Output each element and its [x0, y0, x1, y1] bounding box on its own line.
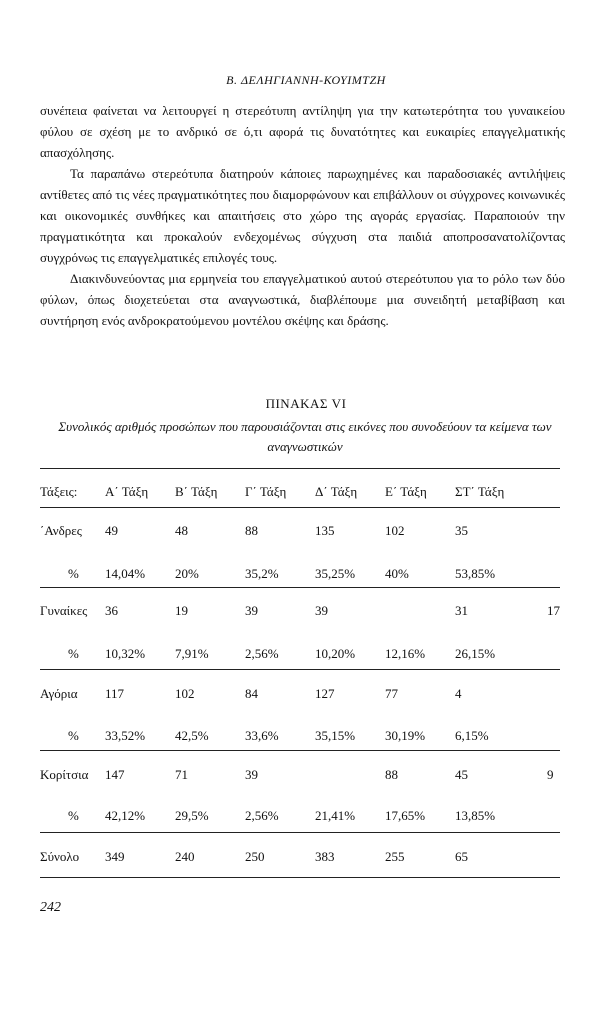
table-row [0, 728, 612, 748]
table-rule [40, 750, 560, 751]
table-cell: 20% [175, 566, 199, 581]
table-cell: 21,41% [315, 808, 356, 823]
table-cell: 39 [315, 603, 328, 618]
table-cell: 71 [175, 767, 188, 782]
table-cell: 42,12% [105, 808, 146, 823]
table-cell: 33,6% [245, 728, 279, 743]
table-cell: 9 [547, 767, 554, 782]
table-cell: 2,56% [245, 808, 279, 823]
table-cell: 7,91% [175, 646, 209, 661]
table-cell: 147 [105, 767, 125, 782]
table-cell: 65 [455, 849, 468, 864]
table-cell: 35 [455, 523, 468, 538]
table-cell: 35,2% [245, 566, 279, 581]
table-cell: 10,20% [315, 646, 356, 661]
table-cell: 14,04% [105, 566, 146, 581]
table-rule [40, 669, 560, 670]
table-row [0, 849, 612, 869]
table-cell: 12,16% [385, 646, 426, 661]
row-label: % [68, 646, 79, 661]
table-cell: 30,19% [385, 728, 426, 743]
table-cell: 135 [315, 523, 335, 538]
table-cell: 127 [315, 686, 335, 701]
table-rule [40, 832, 560, 833]
table-row [0, 603, 612, 623]
table-cell: Β΄ Τάξη [175, 484, 218, 499]
table-cell: 6,15% [455, 728, 489, 743]
row-label: Τάξεις: [40, 484, 78, 499]
table-rule [40, 877, 560, 878]
table-cell: 383 [315, 849, 335, 864]
table-cell: 33,52% [105, 728, 146, 743]
row-label: ΄Ανδρες [40, 523, 82, 538]
table-cell: 17,65% [385, 808, 426, 823]
table-cell: 39 [245, 767, 258, 782]
table-row [0, 646, 612, 666]
table-cell: ΣΤ΄ Τάξη [455, 484, 505, 499]
row-label: Αγόρια [40, 686, 78, 701]
paragraph: Διακινδυνεύοντας μια ερμηνεία του επαγγελματικού αυτού στερεότυπου για το ρόλο των δύο φύλων, όπως διοχετεύεται στα αναγνωστικά, διαβλέπουμε μια συνειδητή μεταβίβαση και συντήρηση ενός ανδροκρατούμενου μοντέλου σκέψης και δράσης. [40, 271, 565, 328]
table-cell: 255 [385, 849, 405, 864]
running-head: B. ΔΕΛΗΓΙΑΝΝΗ-ΚΟΥΙΜΤΖΗ [226, 73, 386, 87]
table-rule [40, 507, 560, 508]
table-row [0, 686, 612, 706]
table-cell: 39 [245, 603, 258, 618]
table-cell: 4 [455, 686, 462, 701]
table-title: ΠΙΝΑΚΑΣ VI [265, 396, 347, 411]
page-number: 242 [40, 900, 61, 915]
table-cell: 31 [455, 603, 468, 618]
table-caption: Συνολικός αριθμός προσώπων που παρουσιάζονται στις εικόνες που συνοδεύουν τα κείμενα των αναγνωστικών [58, 419, 552, 454]
row-label: % [68, 808, 79, 823]
table-cell: 48 [175, 523, 188, 538]
table-row [0, 523, 612, 543]
table-row [0, 566, 612, 586]
row-label: % [68, 566, 79, 581]
table-cell: 36 [105, 603, 118, 618]
table-cell: 29,5% [175, 808, 209, 823]
table-cell: 35,15% [315, 728, 356, 743]
table-cell: 102 [385, 523, 405, 538]
table-cell: 49 [105, 523, 118, 538]
paragraph: συνέπεια φαίνεται να λειτουργεί η στερεότυπη αντίληψη για την κατωτερότητα του γυναικείου φύλου σε σχέση με το ανδρικό σε ό,τι αφορά τις δυνατότητες και ευκαιρίες επαγγελματικής απασχόλησης. [40, 103, 565, 160]
table-cell: 26,15% [455, 646, 496, 661]
table-rule [40, 587, 560, 588]
table-cell: 88 [245, 523, 258, 538]
table-row [0, 767, 612, 787]
table-cell: 102 [175, 686, 195, 701]
table-cell: 84 [245, 686, 258, 701]
row-label: % [68, 728, 79, 743]
row-label: Σύνολο [40, 849, 80, 864]
table-cell: 349 [105, 849, 125, 864]
table-cell: 40% [385, 566, 409, 581]
table-cell: Γ΄ Τάξη [245, 484, 287, 499]
table-cell: 240 [175, 849, 195, 864]
paragraph: Τα παραπάνω στερεότυπα διατηρούν κάποιες παρωχημένες και παραδοσιακές αντιλήψεις αντίθετες από τις νέες πραγματικότητες που διαμορφώνουν και επιβάλλουν οι σύγχρονες κοινωνικές και οικονομικές συνθήκες και απαιτήσεις στο χώρο της αγοράς εργασίας. Παραποιούν την πραγματικότητα και προκαλούν ενδεχομένως σύγχυση στα παιδιά αποπροσανατολίζοντας συγχρόνως τις επαγγελματικές επιλογές τους. [40, 166, 565, 265]
body-text [40, 100, 565, 331]
table-cell: 117 [105, 686, 125, 701]
table-cell: 45 [455, 767, 468, 782]
table-cell: 88 [385, 767, 398, 782]
table-cell: 2,56% [245, 646, 279, 661]
table-cell: 250 [245, 849, 265, 864]
table-cell: 35,25% [315, 566, 356, 581]
row-label: Κορίτσια [40, 767, 89, 782]
table-cell: 42,5% [175, 728, 209, 743]
table-cell: Α΄ Τάξη [105, 484, 149, 499]
table-rule [40, 468, 560, 469]
table-cell: 19 [175, 603, 188, 618]
table-row [0, 808, 612, 828]
row-label: Γυναίκες [40, 603, 88, 618]
table-cell: 77 [385, 686, 398, 701]
table-cell: Ε΄ Τάξη [385, 484, 427, 499]
table-header-row [0, 484, 612, 504]
table-cell: Δ΄ Τάξη [315, 484, 358, 499]
table-cell: 17 [547, 603, 560, 618]
table-cell: 53,85% [455, 566, 496, 581]
table-cell: 13,85% [455, 808, 496, 823]
table-cell: 10,32% [105, 646, 146, 661]
